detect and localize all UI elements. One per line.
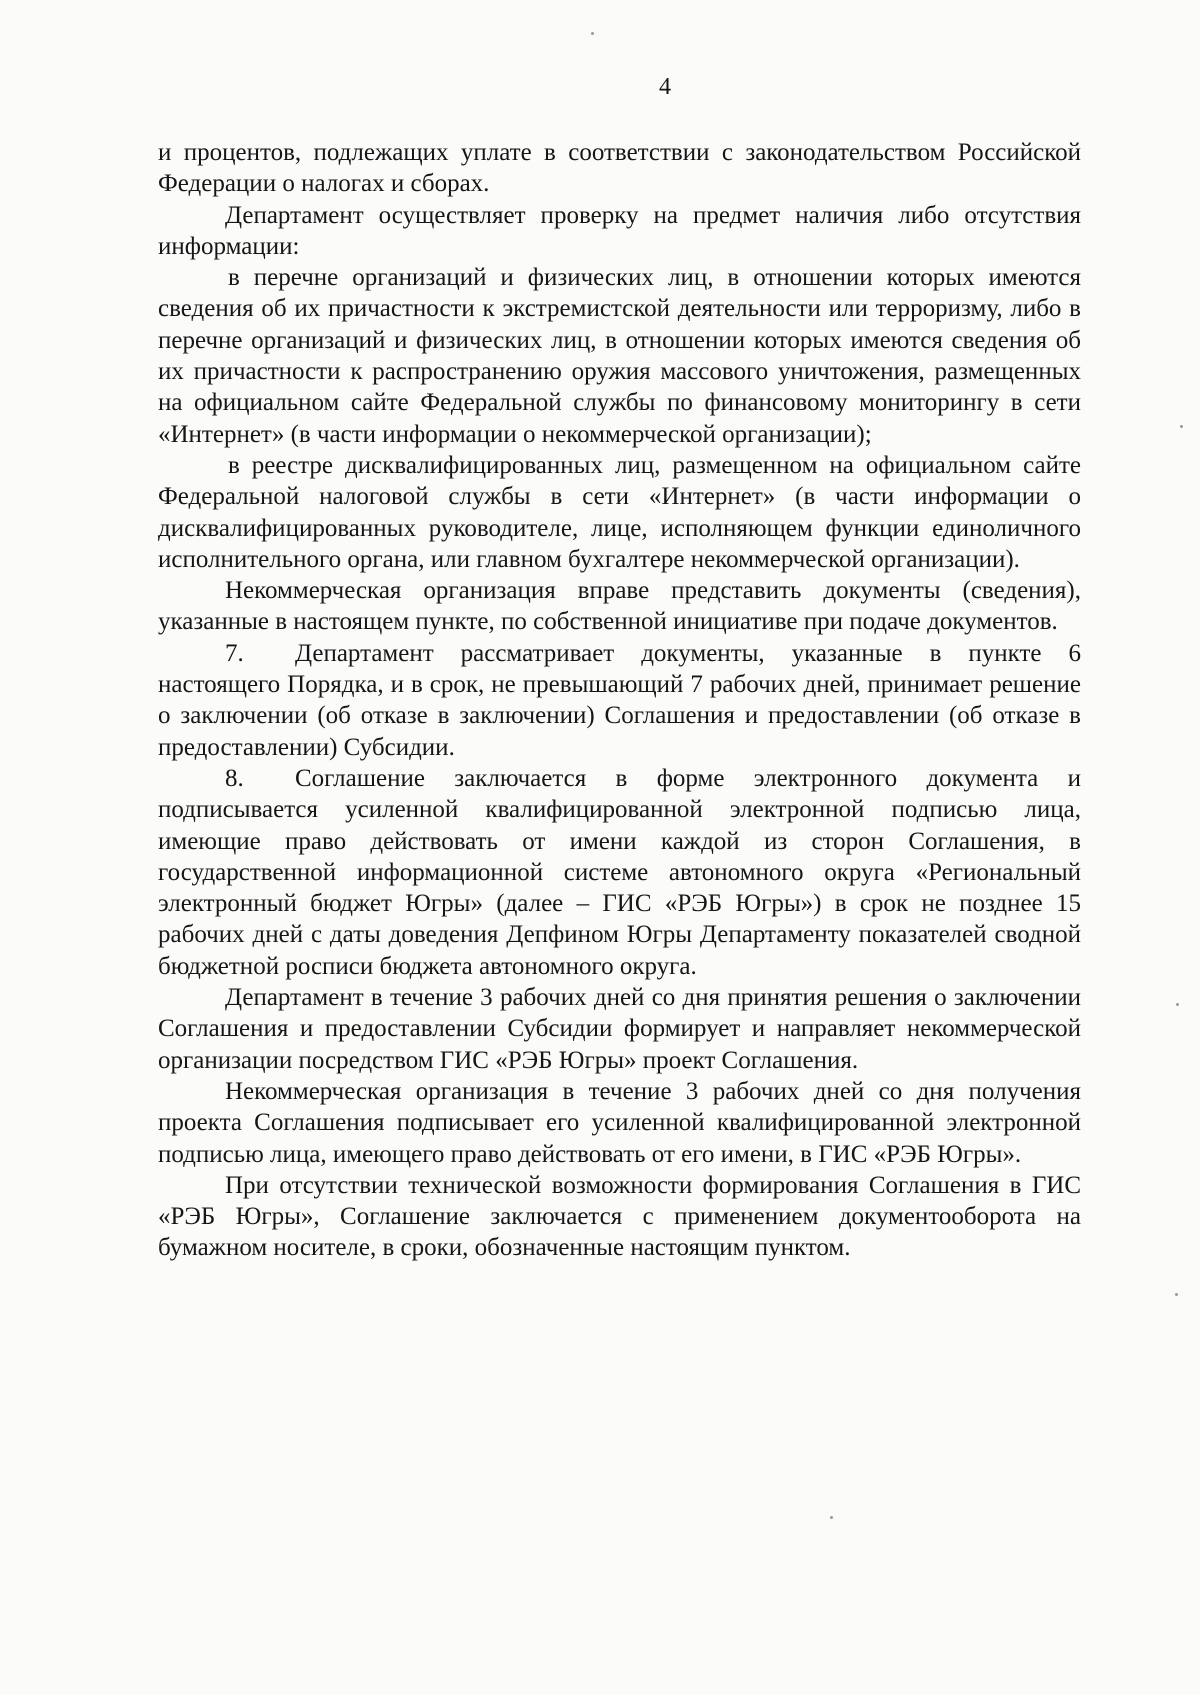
paragraph-list-disqualified: в реестре дисквалифицированных лиц, размещенном на официальном сайте Федеральной налоговой службы в сети «Интернет» (в части информации о дисквалифицированных руководителе, лице, исполняющем функции единоличного исполнительного органа, или главном бухгалтере некоммерческой организации). <box>158 451 1081 573</box>
clause-text: Соглашение заключается в форме электронного документа и подписывается усиленной квалифицированной электронной подписью лица, имеющие право действовать от имени каждой из сторон Соглашения, в государственной информационной системе автономного округа «Региональный электронный бюджет Югры» (далее – ГИС «РЭБ Югры») в срок не позднее 15 рабочих дней с даты доведения Депфином Югры Департаменту показателей сводной бюджетной росписи бюджета автономного округа. <box>158 764 1081 980</box>
paragraph-list-extremism: в перечне организаций и физических лиц, в отношении которых имеются сведения об их причастности к экстремистской деятельности или терроризму, либо в перечне организаций и физических лиц, в отношении которых имеются сведения об их причастности к распространению оружия массового уничтожения, размещенных на официальном сайте Федеральной службы по финансовому мониторингу в сети «Интернет» (в части информации о некоммерческой организации); <box>158 264 1081 448</box>
clause-text: Департамент рассматривает документы, указанные в пункте 6 настоящего Порядка, и в срок, не превышающий 7 рабочих дней, принимает решение о заключении (об отказе в заключении) Соглашения и предоставлении (об отказе в предоставлении) Субсидии. <box>158 639 1081 761</box>
paragraph-nco-right: Некоммерческая организация вправе представить документы (сведения), указанные в настоящем пункте, по собственной инициативе при подаче документов. <box>158 577 1081 636</box>
paragraph-continuation: и процентов, подлежащих уплате в соответствии с законодательством Российской Федерации о налогах и сборах. <box>158 139 1081 198</box>
paragraph-nco-signs: Некоммерческая организация в течение 3 рабочих дней со дня получения проекта Соглашения подписывает его усиленной квалифицированной электронной подписью лица, имеющего право действовать от его имени, в ГИС «РЭБ Югры». <box>158 1077 1081 1168</box>
paragraph-department-draft: Департамент в течение 3 рабочих дней со дня принятия решения о заключении Соглашения и предоставлении Субсидии формирует и направляет некоммерческой организации посредством ГИС «РЭБ Югры» проект Соглашения. <box>158 984 1081 1074</box>
page-number: 4 <box>659 74 671 100</box>
scan-speck <box>591 32 594 35</box>
document-body <box>158 137 1081 1264</box>
clause-number: 7. <box>225 639 244 667</box>
scan-speck <box>1176 1003 1179 1006</box>
scan-speck <box>830 1516 833 1519</box>
paragraph-department-check: Департамент осуществляет проверку на предмет наличия либо отсутствия информации: <box>158 201 1081 260</box>
clause-number: 8. <box>225 764 244 792</box>
clause-8 <box>158 763 1081 982</box>
paragraph-paper-fallback: При отсутствии технической возможности формирования Соглашения в ГИС «РЭБ Югры», Соглашение заключается с применением документооборота на бумажном носителе, в сроки, обозначенные настоящим пунктом. <box>158 1171 1081 1262</box>
scan-speck <box>1180 425 1183 428</box>
scan-speck <box>1175 1293 1178 1296</box>
clause-7 <box>158 638 1081 763</box>
